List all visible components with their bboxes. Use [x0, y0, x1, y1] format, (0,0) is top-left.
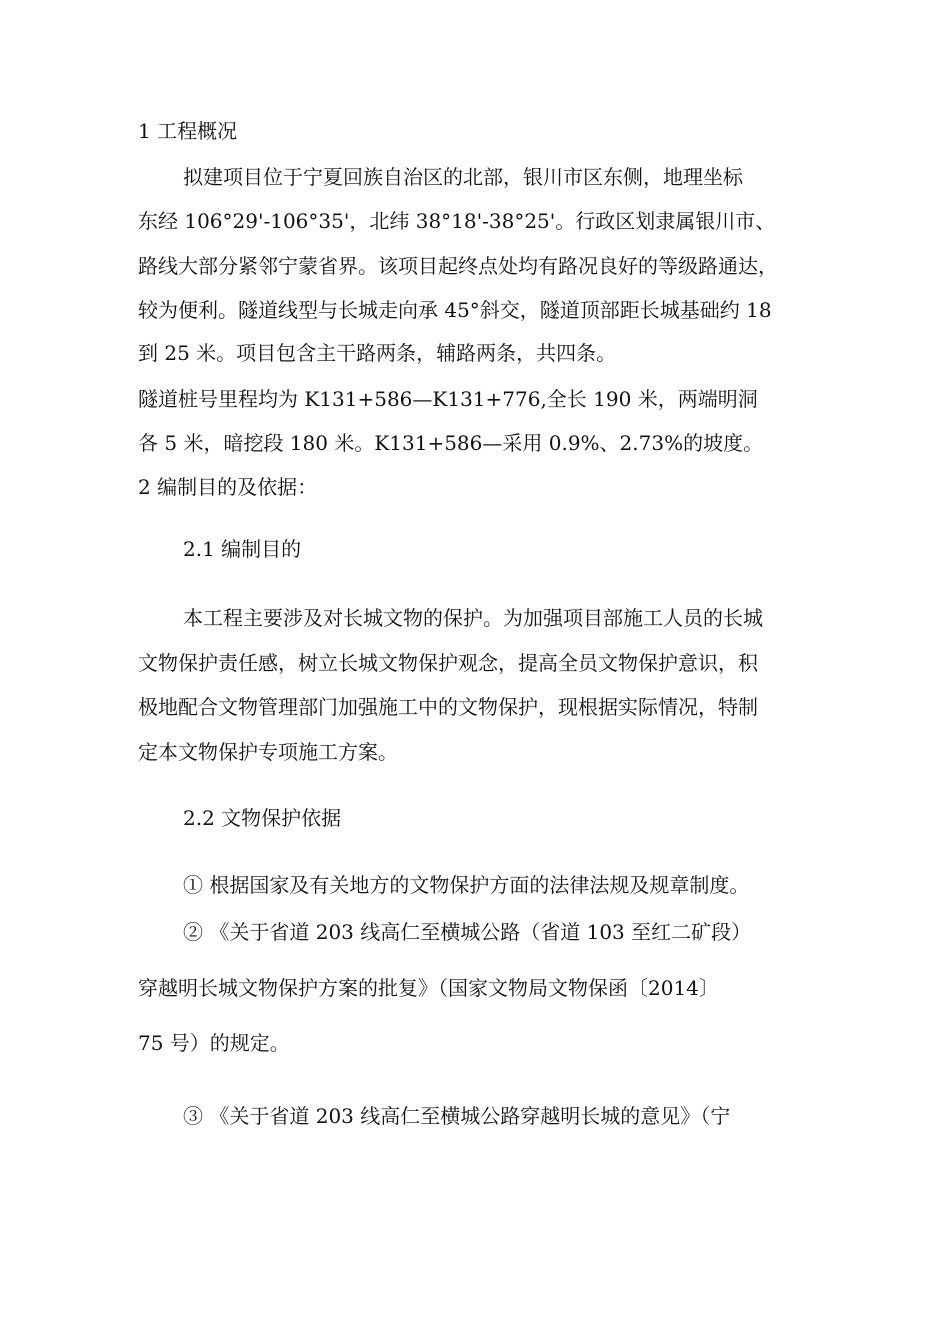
paragraph-line: 隧道桩号里程均为 K131+586—K131+776,全长 190 米，两端明洞 — [138, 387, 758, 411]
paragraph-line: 本工程主要涉及对长城文物的保护。为加强项目部施工人员的长城 — [183, 606, 763, 630]
paragraph-line: 各 5 米，暗挖段 180 米。K131+586—采用 0.9%、2.73%的坡度。 — [138, 431, 764, 455]
subsection-heading-2-2: 2.2 文物保护依据 — [183, 806, 342, 830]
subsection-heading-2-1: 2.1 编制目的 — [183, 537, 302, 561]
list-item-2: ② 《关于省道 203 线高仁至横城公路（省道 103 至红二矿段） — [183, 920, 752, 944]
paragraph-line: 到 25 米。项目包含主干路两条，辅路两条，共四条。 — [138, 341, 617, 365]
list-item-3: ③ 《关于省道 203 线高仁至横城公路穿越明长城的意见》（宁 — [183, 1104, 731, 1128]
paragraph-line: 定本文物保护专项施工方案。 — [138, 740, 398, 764]
section-heading-1: 1 工程概况 — [138, 119, 238, 143]
paragraph-line: 路线大部分紧邻宁蒙省界。该项目起终点处均有路况良好的等级路通达， — [138, 254, 778, 278]
section-heading-2: 2 编制目的及依据： — [138, 475, 318, 499]
list-item-2-continuation: 75 号）的规定。 — [138, 1031, 290, 1055]
paragraph-line: 东经 106°29'-106°35'，北纬 38°18'-38°25'。行政区划隶属银川市、 — [138, 209, 776, 233]
list-item-2-continuation: 穿越明长城文物保护方案的批复》（国家文物局文物保函〔2014〕 — [138, 976, 719, 1000]
list-item-1: ① 根据国家及有关地方的文物保护方面的法律法规及规章制度。 — [183, 873, 750, 897]
paragraph-line: 文物保护责任感，树立长城文物保护观念，提高全员文物保护意识，积 — [138, 651, 758, 675]
paragraph-line: 拟建项目位于宁夏回族自治区的北部，银川市区东侧，地理坐标 — [183, 165, 743, 189]
paragraph-line: 极地配合文物管理部门加强施工中的文物保护，现根据实际情况，特制 — [138, 695, 758, 719]
paragraph-line: 较为便利。隧道线型与长城走向承 45°斜交，隧道顶部距长城基础约 18 — [138, 298, 772, 322]
